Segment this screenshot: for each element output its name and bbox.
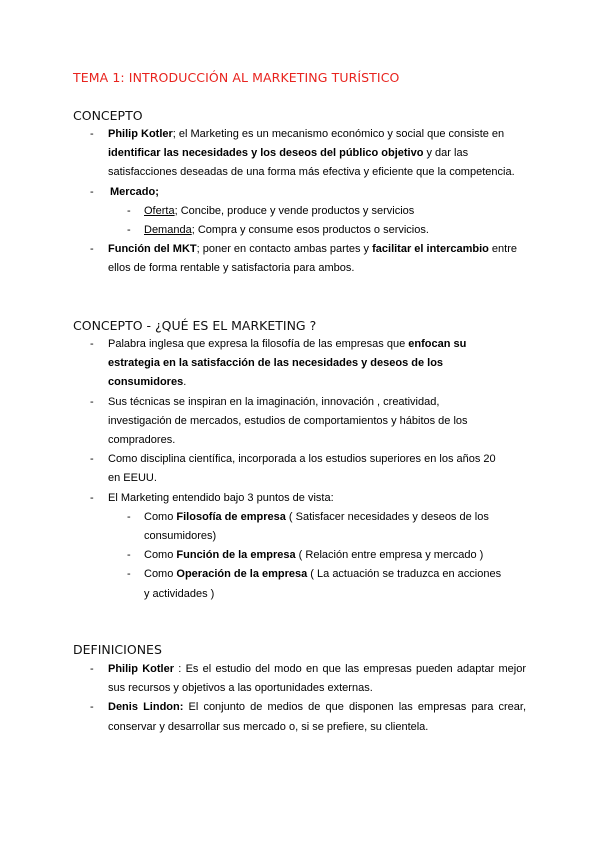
item-text: ; el Marketing es un mecanismo económico y social que consiste en (172, 128, 505, 140)
list-item (0, 698, 526, 736)
sub-list-item (0, 546, 526, 565)
list-item (0, 393, 478, 451)
item-text: El conjunto de medios de que disponen las empresas para crear, conservar y desarrollar sus mercado o, si se prefiere, su clientela. (108, 701, 526, 733)
document-title: TEMA 1: INTRODUCCIÓN AL MARKETING TURÍSTICO (73, 70, 400, 85)
item-emphasis: Función de la empresa (176, 549, 296, 562)
item-emphasis: Mercado; (110, 185, 159, 198)
item-text: Como (144, 549, 177, 562)
item-text: Como (144, 510, 177, 523)
item-emphasis: Función del MKT (108, 243, 197, 256)
section-definiciones (0, 660, 600, 737)
item-text: Sus técnicas se inspiran en la imaginación, innovación , creatividad, investigación de mercados, estudios de comportamientos y hábitos de los compradores. (108, 395, 468, 447)
sub-list-item (0, 202, 526, 221)
item-text: Como (144, 568, 177, 581)
item-text: Como disciplina científica, incorporada a los estudios superiores en los años 20 en EEUU. (108, 453, 496, 485)
bullet-dash: - (127, 204, 131, 217)
item-text: y dar las satisfacciones deseadas de una forma más efectiva y eficiente que la competencia. (108, 147, 515, 179)
bullet-dash: - (90, 185, 94, 198)
list-item (0, 660, 526, 698)
item-text: El Marketing entendido bajo 3 puntos de vista: (108, 491, 334, 504)
bullet-dash: - (90, 395, 94, 408)
item-emphasis: identificar las necesidades y los deseos del público objetivo (108, 147, 424, 160)
list-item (0, 489, 526, 508)
bullet-dash: - (90, 128, 94, 140)
bullet-dash: - (127, 510, 131, 523)
section-heading-que-es: CONCEPTO - ¿QUÉ ES EL MARKETING ? (73, 318, 317, 333)
item-text: ( Satisfacer necesidades y deseos de los consumidores) (144, 510, 489, 543)
item-text: : Es el estudio del modo en que las empresas pueden adaptar mejor sus recursos y objetivos a las oportunidades externas. (108, 663, 527, 695)
section-que-es-marketing (0, 335, 600, 604)
bullet-dash: - (127, 224, 131, 237)
item-text: ; Compra y consume esos productos o servicios. (191, 224, 429, 237)
bullet-dash: - (90, 338, 94, 350)
item-text: ; poner en contacto ambas partes y (196, 243, 373, 256)
section-concepto (0, 125, 600, 279)
item-emphasis: Filosofía de empresa (176, 510, 286, 523)
section-heading-definiciones: DEFINICIONES (73, 642, 162, 657)
sub-list-item (0, 221, 526, 240)
bullet-dash: - (90, 663, 94, 675)
item-text: . (183, 376, 187, 389)
list-item (0, 125, 526, 183)
item-emphasis: facilitar el intercambio (372, 243, 489, 256)
list-item (0, 240, 526, 278)
item-underline: Oferta (144, 204, 175, 217)
list-item (0, 450, 498, 488)
item-text: ( Relación entre empresa y mercado ) (295, 549, 484, 562)
section-heading-concepto: CONCEPTO (73, 108, 143, 123)
author-name: Philip Kotler (108, 128, 173, 140)
bullet-dash: - (90, 491, 94, 504)
bullet-dash: - (127, 549, 131, 562)
item-text: entre ellos de forma rentable y satisfactoria para ambos. (108, 243, 518, 275)
item-emphasis: enfocan su estrategia en la satisfacción de las necesidades y deseos de los consumidores (108, 338, 467, 389)
bullet-dash: - (90, 243, 94, 256)
item-text: ; Concibe, produce y vende productos y servicios (174, 204, 415, 217)
item-emphasis: Operación de la empresa (176, 568, 308, 581)
bullet-dash: - (127, 568, 131, 581)
item-text: Palabra inglesa que expresa la filosofía de las empresas que (108, 338, 409, 350)
bullet-dash: - (90, 453, 94, 466)
sub-list-item (0, 565, 509, 603)
list-item (0, 183, 600, 202)
bullet-dash: - (90, 701, 94, 714)
author-name: Denis Lindon: (108, 701, 184, 714)
list-item (0, 335, 468, 393)
author-name: Philip Kotler (108, 663, 174, 675)
sub-list-item (0, 508, 526, 546)
item-underline: Demanda (144, 224, 192, 237)
item-text: ( La actuación se traduzca en acciones y actividades ) (144, 568, 502, 600)
